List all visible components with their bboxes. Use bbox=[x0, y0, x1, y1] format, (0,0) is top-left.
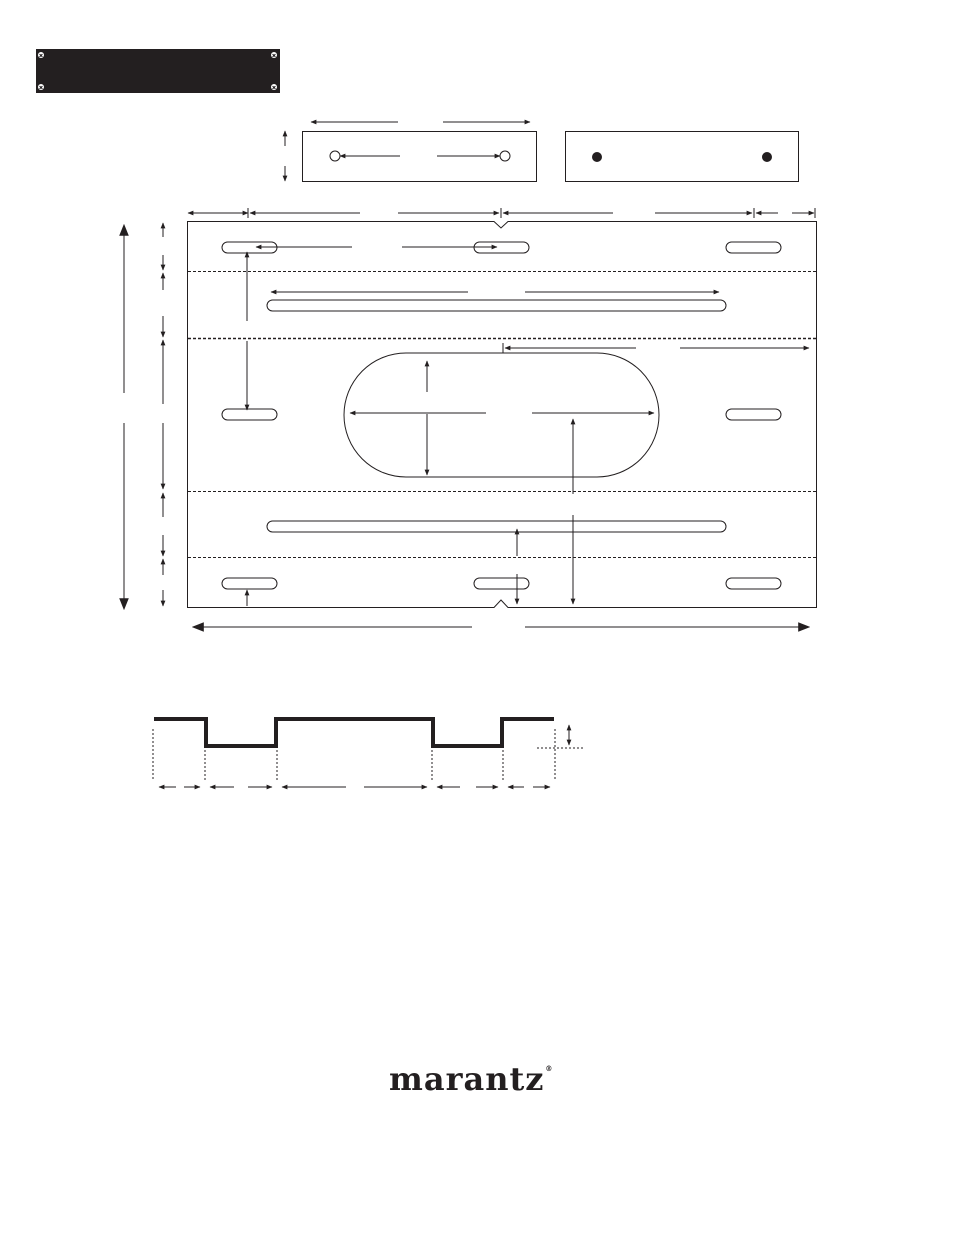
dimension-lines bbox=[124, 208, 815, 627]
small-bracket-left bbox=[285, 122, 537, 182]
registered-mark: ® bbox=[545, 1064, 554, 1073]
channel bbox=[267, 300, 726, 311]
slot bbox=[474, 578, 529, 589]
logo-text: marantz bbox=[389, 1060, 545, 1098]
cross-section-profile bbox=[153, 719, 583, 787]
slot bbox=[726, 578, 781, 589]
brand-logo bbox=[389, 1062, 601, 1096]
slot bbox=[726, 242, 781, 253]
small-bracket-right bbox=[566, 132, 799, 182]
slot bbox=[726, 409, 781, 420]
mounting-plate bbox=[188, 222, 817, 608]
oval-cutout bbox=[344, 353, 659, 477]
slot bbox=[222, 409, 277, 420]
slot bbox=[222, 578, 277, 589]
channel bbox=[267, 521, 726, 532]
